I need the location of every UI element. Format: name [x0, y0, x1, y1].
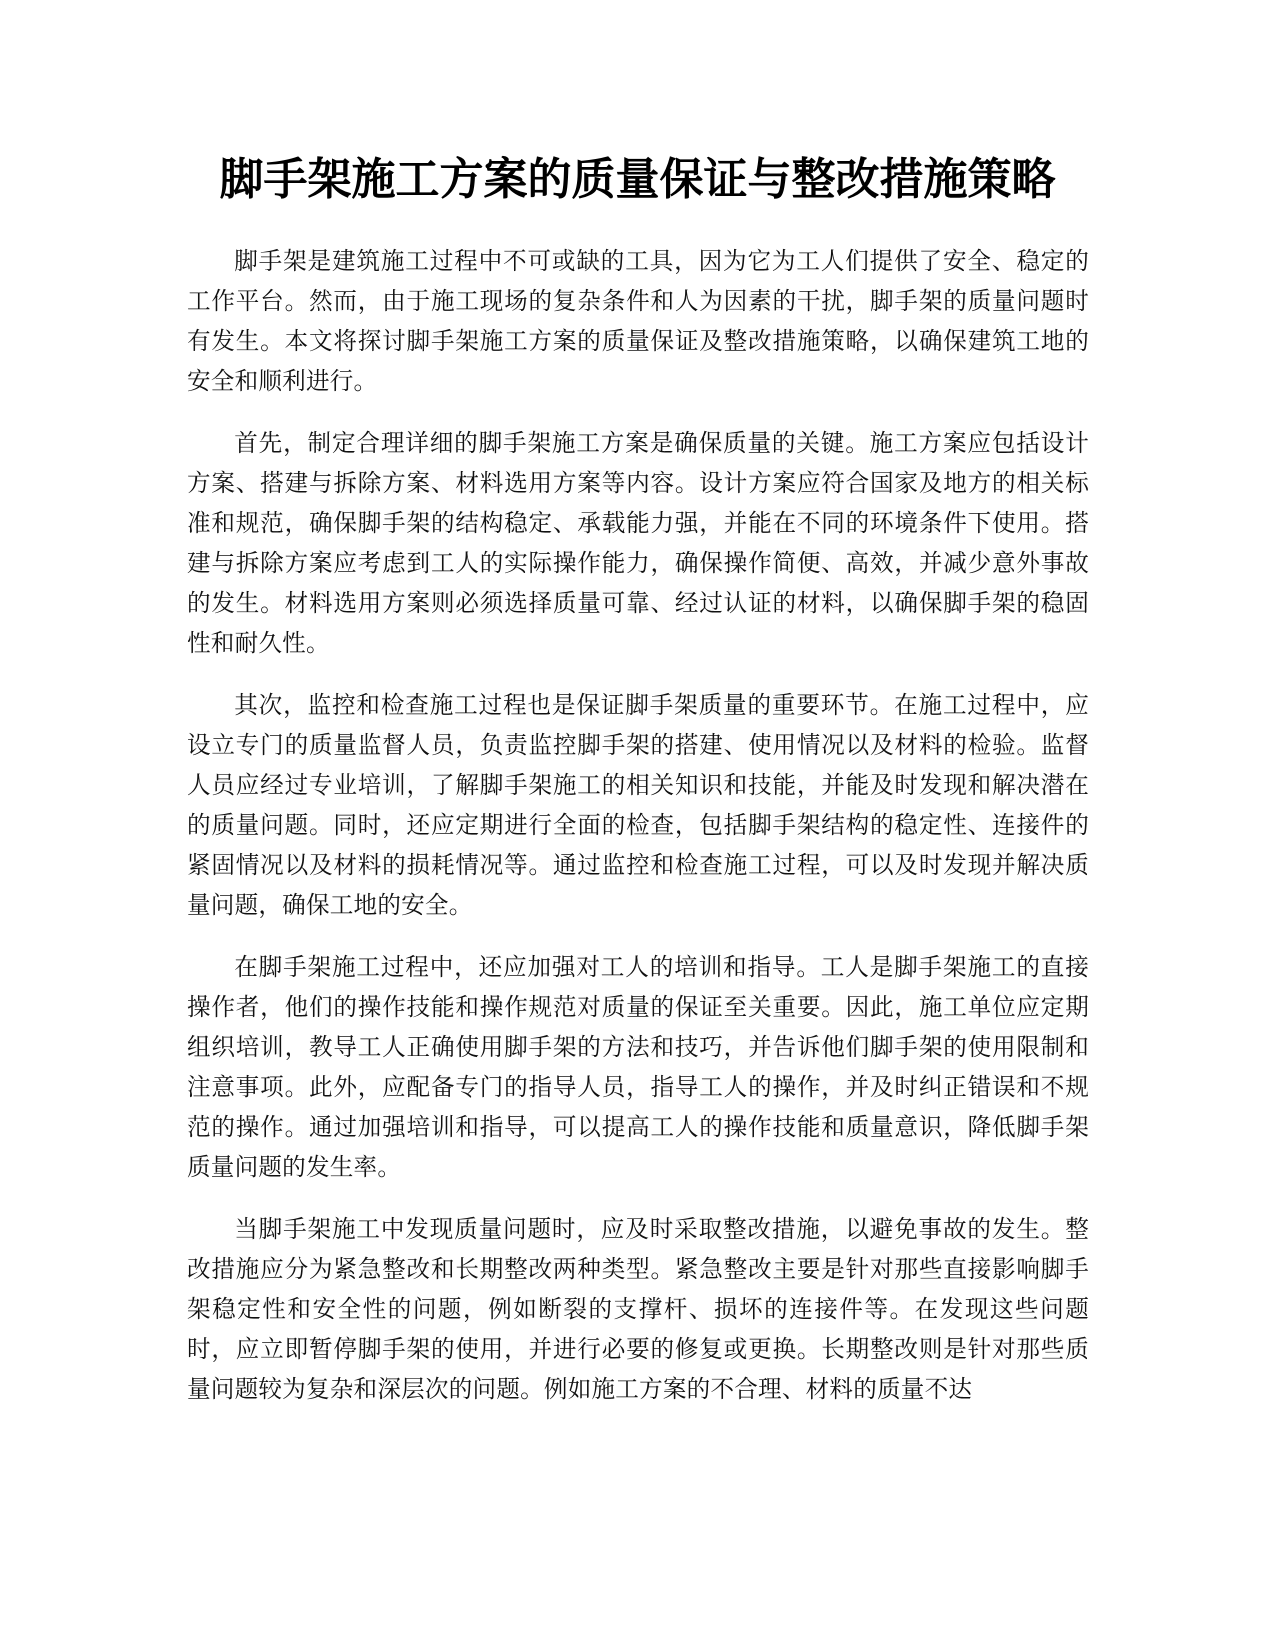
document-body — [187, 241, 1089, 1431]
page-title: 脚手架施工方案的质量保证与整改措施策略 — [219, 154, 1056, 205]
paragraph-rectification: 当脚手架施工中发现质量问题时，应及时采取整改措施，以避免事故的发生。整改措施应分为紧急整改和长期整改两种类型。紧急整改主要是针对那些直接影响脚手架稳定性和安全性的问题，例如断裂的支撑杆、损坏的连接件等。在发现这些问题时，应立即暂停脚手架的使用，并进行必要的修复或更换。长期整改则是针对那些质量问题较为复杂和深层次的问题。例如施工方案的不合理、材料的质量不达 — [187, 1215, 1089, 1403]
paragraph-construction-plan: 首先，制定合理详细的脚手架施工方案是确保质量的关键。施工方案应包括设计方案、搭建与拆除方案、材料选用方案等内容。设计方案应符合国家及地方的相关标准和规范，确保脚手架的结构稳定、承载能力强，并能在不同的环境条件下使用。搭建与拆除方案应考虑到工人的实际操作能力，确保操作简便、高效，并减少意外事故的发生。材料选用方案则必须选择质量可靠、经过认证的材料，以确保脚手架的稳固性和耐久性。 — [187, 429, 1089, 657]
paragraph-monitoring: 其次，监控和检查施工过程也是保证脚手架质量的重要环节。在施工过程中，应设立专门的质量监督人员，负责监控脚手架的搭建、使用情况以及材料的检验。监督人员应经过专业培训，了解脚手架施工的相关知识和技能，并能及时发现和解决潜在的质量问题。同时，还应定期进行全面的检查，包括脚手架结构的稳定性、连接件的紧固情况以及材料的损耗情况等。通过监控和检查施工过程，可以及时发现并解决质量问题，确保工地的安全。 — [187, 691, 1089, 919]
paragraph-intro: 脚手架是建筑施工过程中不可或缺的工具，因为它为工人们提供了安全、稳定的工作平台。然而，由于施工现场的复杂条件和人为因素的干扰，脚手架的质量问题时有发生。本文将探讨脚手架施工方案的质量保证及整改措施策略，以确保建筑工地的安全和顺利进行。 — [187, 247, 1089, 395]
paragraph-training: 在脚手架施工过程中，还应加强对工人的培训和指导。工人是脚手架施工的直接操作者，他们的操作技能和操作规范对质量的保证至关重要。因此，施工单位应定期组织培训，教导工人正确使用脚手架的方法和技巧，并告诉他们脚手架的使用限制和注意事项。此外，应配备专门的指导人员，指导工人的操作，并及时纠正错误和不规范的操作。通过加强培训和指导，可以提高工人的操作技能和质量意识，降低脚手架质量问题的发生率。 — [187, 953, 1089, 1181]
